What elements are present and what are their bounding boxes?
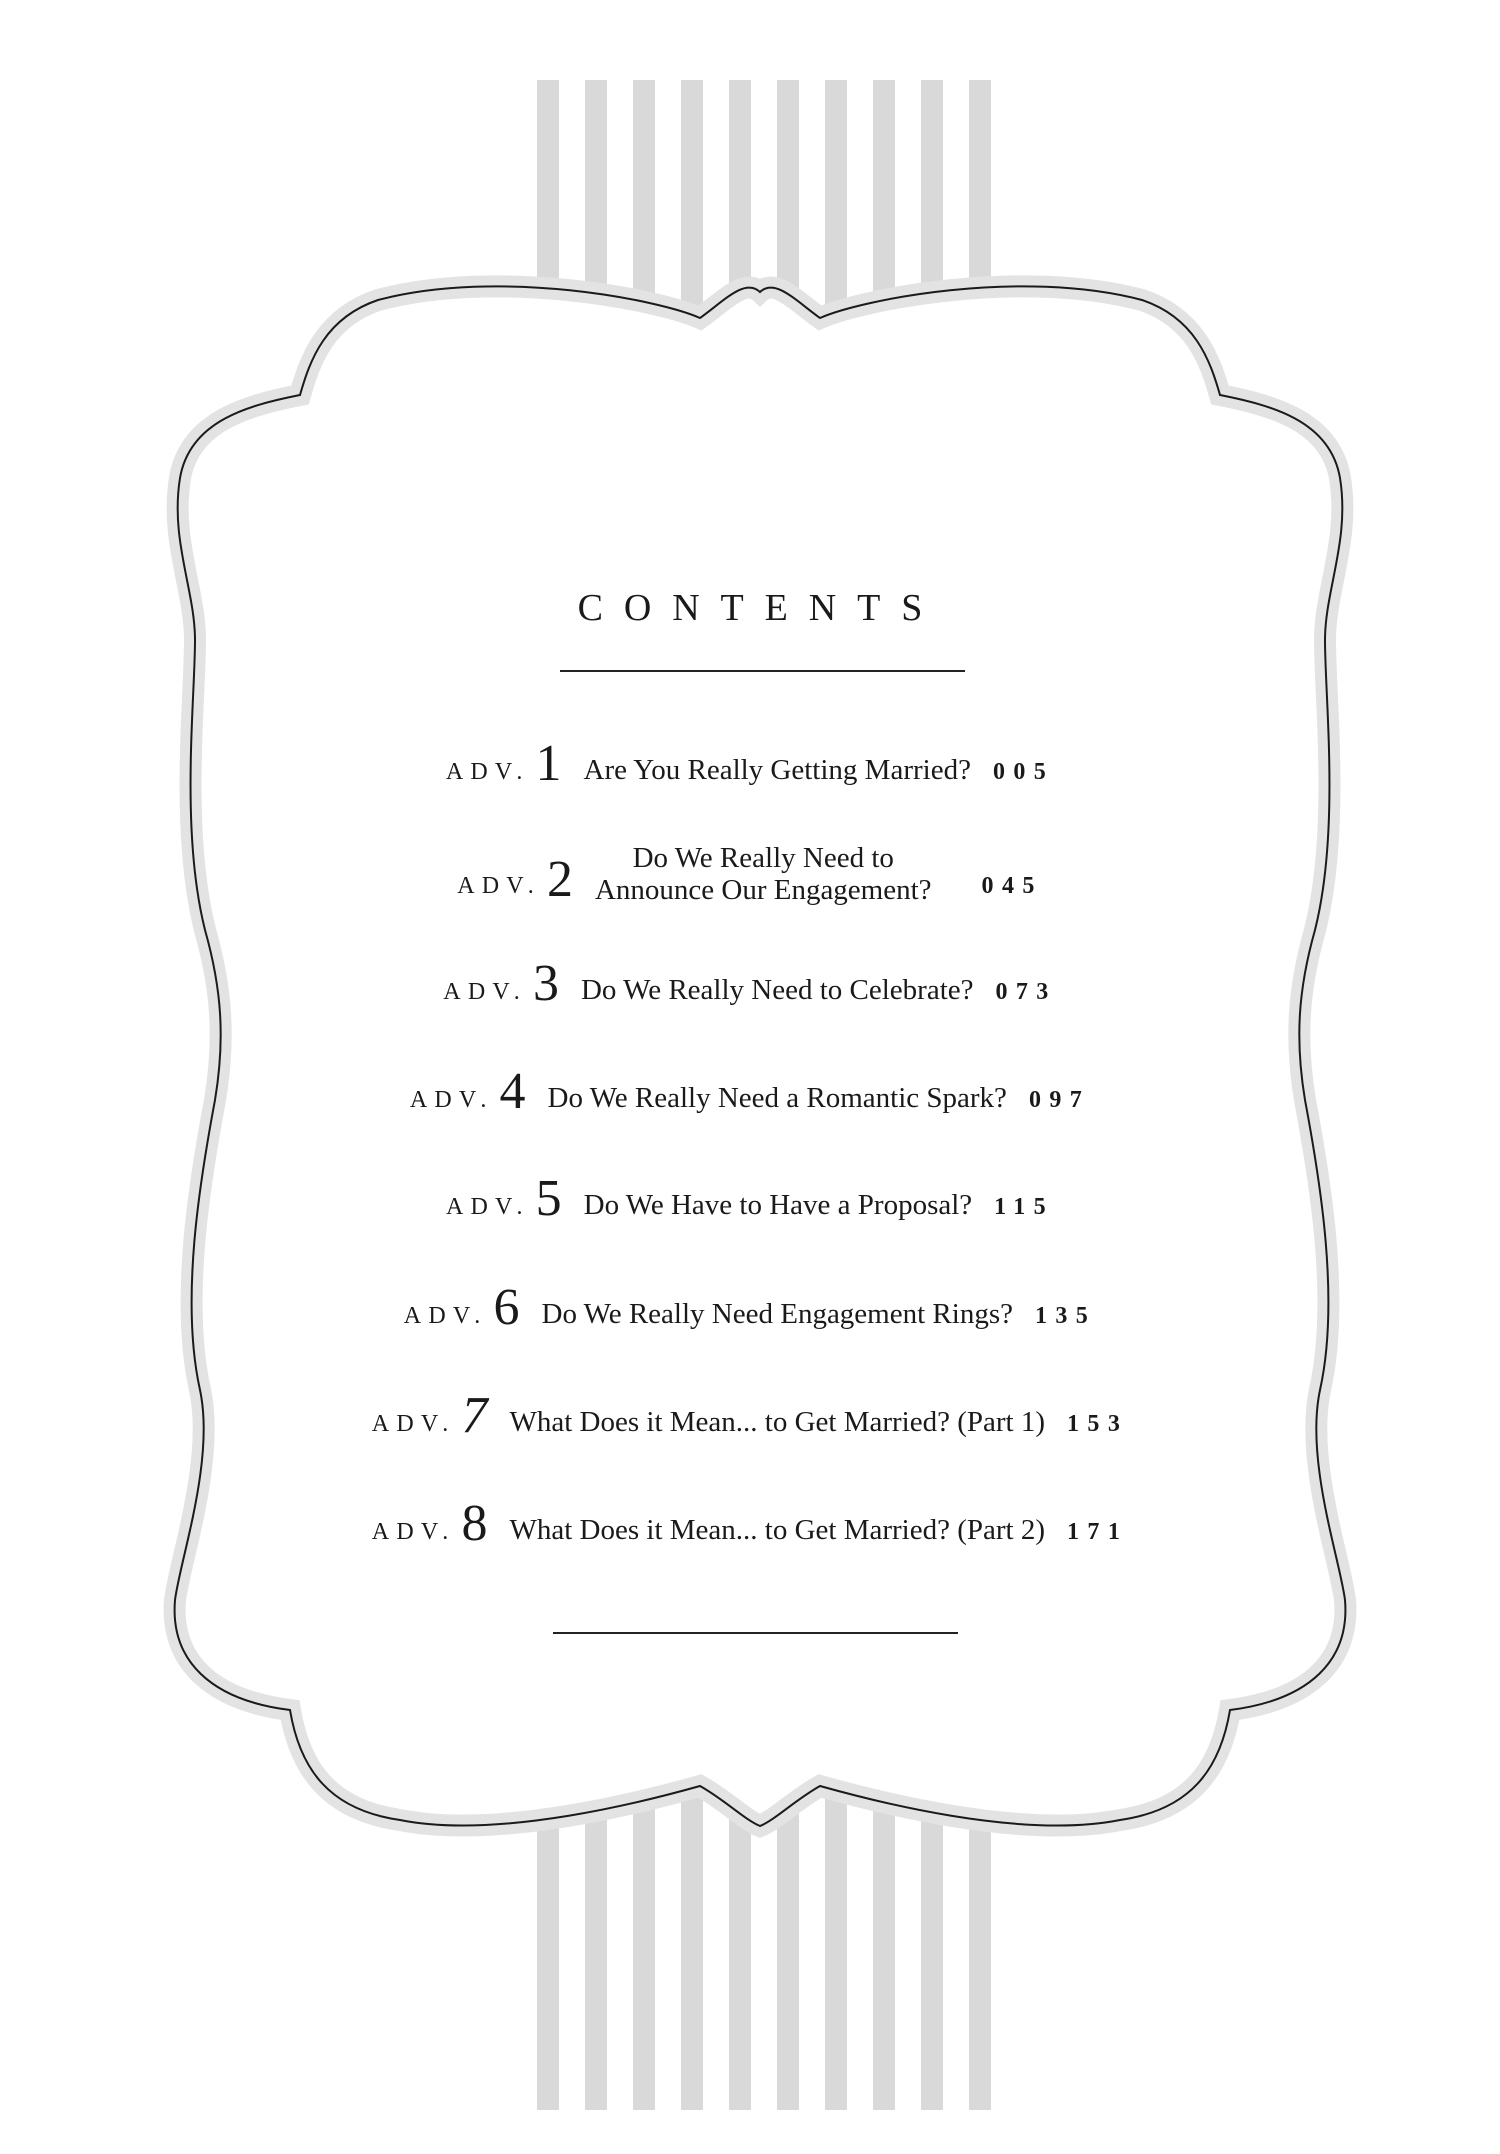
chapter-page: 005 xyxy=(992,759,1055,785)
chapter-entry-2[interactable] xyxy=(0,842,1500,910)
footer-divider xyxy=(553,1632,958,1634)
chapter-title: What Does it Mean... to Get Married? (Part 1) xyxy=(509,1406,1046,1438)
chapter-entry-6[interactable] xyxy=(0,1279,1500,1336)
chapter-entry-5[interactable] xyxy=(0,1170,1500,1227)
chapter-entry-3[interactable] xyxy=(0,955,1500,1012)
chapter-page: 045 xyxy=(981,873,1043,899)
chapter-number: 1 xyxy=(535,735,562,792)
chapter-title: Do We Have to Have a Proposal? xyxy=(583,1189,973,1221)
chapter-prefix: ADV. xyxy=(371,1519,456,1545)
chapter-title: Do We Really Need Engagement Rings? xyxy=(541,1298,1013,1330)
chapter-prefix: ADV. xyxy=(371,1411,456,1437)
chapter-number: 4 xyxy=(499,1063,526,1120)
contents-heading: CONTENTS xyxy=(577,587,944,629)
chapter-title: What Does it Mean... to Get Married? (Part 2) xyxy=(509,1514,1046,1546)
chapter-prefix: ADV. xyxy=(445,759,530,785)
chapter-page: 135 xyxy=(1034,1303,1097,1329)
chapter-prefix: ADV. xyxy=(457,873,541,899)
chapter-entry-4[interactable] xyxy=(0,1063,1500,1120)
chapter-page: 153 xyxy=(1067,1411,1129,1437)
chapter-number: 5 xyxy=(535,1170,562,1227)
chapter-entry-7[interactable] xyxy=(0,1387,1500,1444)
chapter-number: 3 xyxy=(532,955,559,1012)
chapter-entry-1[interactable] xyxy=(0,735,1500,792)
chapter-entry-8[interactable] xyxy=(0,1495,1500,1552)
chapter-title: Do We Really Need to Celebrate? xyxy=(580,974,974,1006)
chapter-prefix: ADV. xyxy=(445,1194,530,1220)
chapter-page: 115 xyxy=(994,1194,1055,1220)
chapter-number: 2 xyxy=(546,851,573,908)
chapter-number: 6 xyxy=(493,1279,520,1336)
chapter-title xyxy=(595,842,932,910)
chapter-title-line-1: Do We Really Need to xyxy=(632,842,894,874)
chapter-title: Do We Really Need a Romantic Spark? xyxy=(547,1082,1007,1114)
chapter-title: Are You Really Getting Married? xyxy=(583,754,971,786)
chapter-number: 7 xyxy=(461,1387,488,1444)
chapter-page: 073 xyxy=(995,979,1057,1005)
heading-divider xyxy=(560,670,965,672)
chapter-prefix: ADV. xyxy=(409,1087,494,1113)
chapter-number: 8 xyxy=(461,1495,488,1552)
chapter-prefix: ADV. xyxy=(403,1303,488,1329)
chapter-page: 171 xyxy=(1067,1519,1129,1545)
chapter-prefix: ADV. xyxy=(443,979,527,1005)
chapter-title-line-2: Announce Our Engagement? xyxy=(594,874,932,906)
chapter-page: 097 xyxy=(1028,1087,1091,1113)
